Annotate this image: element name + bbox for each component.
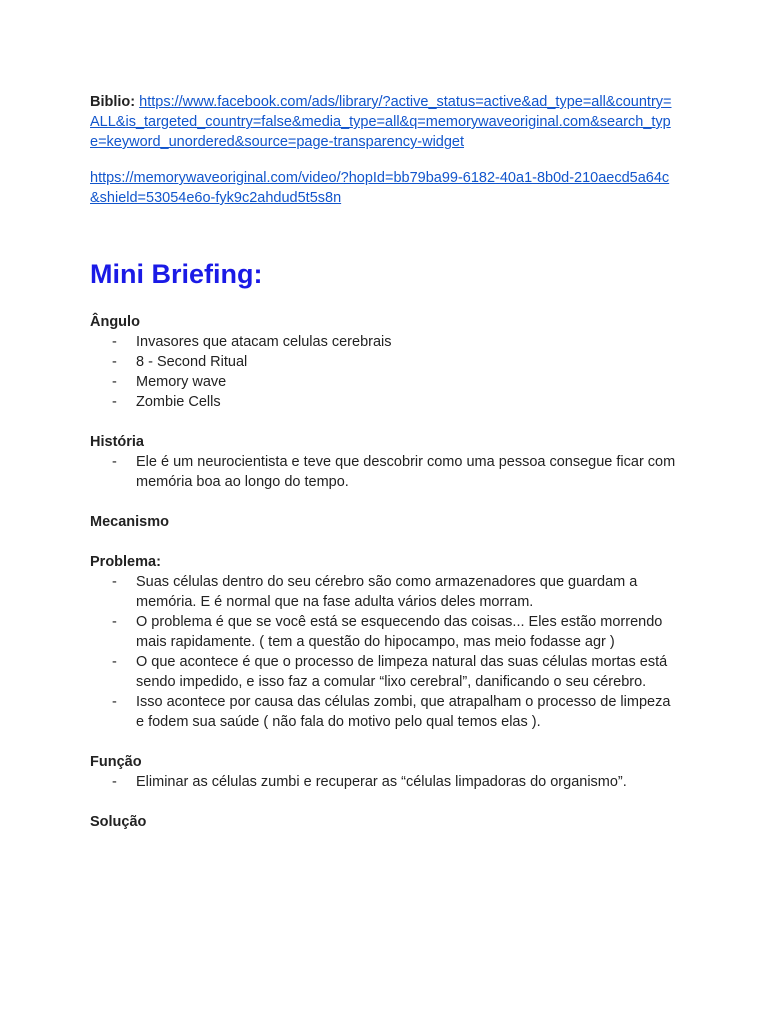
video-line bbox=[90, 168, 678, 208]
section-label-solucao: Solução bbox=[90, 814, 147, 830]
list-item-text: Eliminar as células zumbi e recuperar as “células limpadoras do organismo”. bbox=[136, 774, 627, 790]
memorywave-video-link[interactable]: https://memorywaveoriginal.com/video/?hopId=bb79ba99-6182-40a1-8b0d-210aecd5a64c&shield=53054e6o-fyk9c2ahdud5t5s8n bbox=[90, 170, 670, 206]
dash-bullet: - bbox=[112, 394, 117, 410]
section-funcao bbox=[90, 752, 678, 792]
list-item-text: O que acontece é que o processo de limpeza natural das suas células mortas está sendo impedido, e isso faz a comular “lixo cerebral”, danificando o seu cérebro. bbox=[136, 654, 668, 690]
section-solucao bbox=[90, 812, 678, 832]
section-label-problema: Problema: bbox=[90, 554, 161, 570]
biblio-label: Biblio: bbox=[90, 94, 136, 110]
list-item bbox=[90, 772, 678, 792]
list-item bbox=[90, 332, 678, 352]
facebook-ads-library-link[interactable]: https://www.facebook.com/ads/library/?active_status=active&ad_type=all&country=ALL&is_targeted_country=false&media_type=all&q=memorywaveoriginal.com&search_type=keyword_unordered&source=page-transparency-widget bbox=[90, 94, 672, 150]
dash-bullet: - bbox=[112, 694, 117, 710]
section-label-historia: História bbox=[90, 434, 144, 450]
list-item-text: Isso acontece por causa das células zombi, que atrapalham o processo de limpeza e fodem sua saúde ( não fala do motivo pelo qual temos elas ). bbox=[136, 694, 671, 730]
list-item bbox=[90, 372, 678, 392]
dash-bullet: - bbox=[112, 774, 117, 790]
section-problema bbox=[90, 552, 678, 732]
section-historia bbox=[90, 432, 678, 492]
list-item-text: O problema é que se você está se esquecendo das coisas... Eles estão morrendo mais rapidamente. ( tem a questão do hipocampo, mas meio fodasse agr ) bbox=[136, 614, 663, 650]
dash-bullet: - bbox=[112, 334, 117, 350]
list-funcao bbox=[90, 772, 678, 792]
list-item-text: Invasores que atacam celulas cerebrais bbox=[136, 334, 392, 350]
list-item bbox=[90, 612, 678, 652]
list-item-text: Memory wave bbox=[136, 374, 227, 390]
list-item-text: 8 - Second Ritual bbox=[136, 354, 248, 370]
list-item bbox=[90, 392, 678, 412]
list-item-text: Suas células dentro do seu cérebro são como armazenadores que guardam a memória. E é normal que na fase adulta vários deles morram. bbox=[136, 574, 638, 610]
dash-bullet: - bbox=[112, 354, 117, 370]
list-item bbox=[90, 452, 678, 492]
list-problema bbox=[90, 572, 678, 732]
section-label-mecanismo: Mecanismo bbox=[90, 514, 169, 530]
list-angulo bbox=[90, 332, 678, 412]
page-title: Mini Briefing: bbox=[90, 259, 263, 289]
dash-bullet: - bbox=[112, 574, 117, 590]
biblio-line bbox=[90, 92, 678, 152]
dash-bullet: - bbox=[112, 654, 117, 670]
list-item-text: Zombie Cells bbox=[136, 394, 221, 410]
list-item bbox=[90, 572, 678, 612]
list-historia bbox=[90, 452, 678, 492]
list-item-text: Ele é um neurocientista e teve que descobrir como uma pessoa consegue ficar com memória boa ao longo do tempo. bbox=[136, 454, 676, 490]
dash-bullet: - bbox=[112, 374, 117, 390]
section-mecanismo bbox=[90, 512, 678, 532]
section-label-angulo: Ângulo bbox=[90, 314, 140, 330]
dash-bullet: - bbox=[112, 454, 117, 470]
list-item bbox=[90, 652, 678, 692]
list-item bbox=[90, 352, 678, 372]
list-item bbox=[90, 692, 678, 732]
section-angulo bbox=[90, 312, 678, 412]
section-label-funcao: Função bbox=[90, 754, 142, 770]
dash-bullet: - bbox=[112, 614, 117, 630]
